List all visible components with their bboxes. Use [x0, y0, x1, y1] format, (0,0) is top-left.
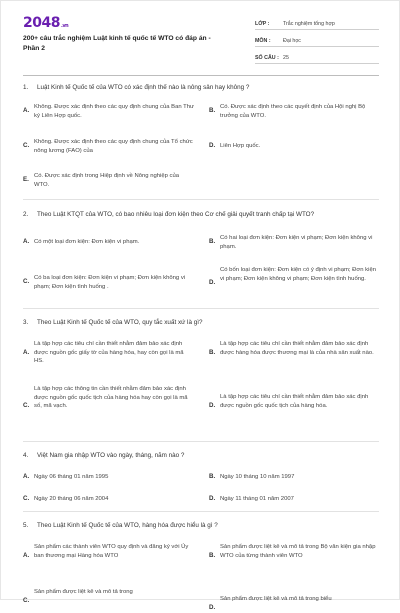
question-5: 5. Theo Luật Kinh tế Quốc tế của WTO, hàng hóa được hiểu là gì ? A. Sản phẩm các thành viên WTO quy định và đăng ký với Ủy ban thương mại Hàng hóa WTO B. Sản phẩm được liệt kê và mô tả trong Bộ văn kiện gia nhập WTO của từng thành viên WTO C. Sản phẩm được liệt kê và mô tả trong D. Sản phẩm được liệt kê và mô tả trong biểu: [23, 521, 379, 530]
question-divider: [23, 511, 379, 512]
question-text: 1. Luật Kinh tế Quốc tế của WTO có xác định thế nào là nông sản hay không ?: [23, 84, 250, 91]
question-1: 1. Luật Kinh tế Quốc tế của WTO có xác định thế nào là nông sản hay không ? A. Không. Được xác định theo các quy định chung của Ban Thư ký Liên Hợp quốc. B. Có. Được xác định theo các quyết định của Hội nghị Bộ trưởng của WTO. C. Không. Được xác định theo các quy định chung của Tổ chức nông lương (FAO) của D. Liên Hợp quốc. E. Có. Được xác định trong Hiệp định về Nông nghiệp của WTO.: [23, 83, 379, 92]
meta-box: [255, 13, 379, 64]
question-divider: [23, 199, 379, 200]
question-text: 5. Theo Luật Kinh tế Quốc tế của WTO, hàng hóa được hiểu là gì ?: [23, 522, 218, 529]
question-divider: [23, 441, 379, 442]
question-text: 2. Theo Luật KTQT của WTO, có bao nhiêu loại đơn kiện theo Cơ chế giải quyết tranh chấp tại WTO?: [23, 211, 315, 218]
meta-class-value: Trắc nghiệm tổng hợp: [283, 21, 335, 27]
meta-class-row: [255, 13, 379, 30]
meta-count-value: 25: [283, 55, 289, 61]
meta-subject-row: [255, 30, 379, 47]
question-text: 4. Việt Nam gia nhập WTO vào ngày, tháng, năm nào ?: [23, 452, 185, 459]
meta-count-key: SỐ CÂU :: [255, 55, 279, 61]
meta-count-row: [255, 47, 379, 64]
document-header: [23, 13, 379, 71]
document-title: 200+ câu trắc nghiệm Luật kinh tế quốc tế WTO có đáp án - Phần 2: [23, 35, 211, 52]
question-divider: [23, 308, 379, 309]
meta-subject-value: Đại học: [283, 38, 301, 44]
question-3: 3. Theo Luật Kinh tế Quốc tế của WTO, quy tắc xuất xứ là gì? A. Là tập hợp các tiêu chí cần thiết nhằm đảm bảo xác định được nguồn gốc giấy tờ của hàng hóa, hay còn gọi là mã HS. B. Là tập hợp các tiêu chí cần thiết nhằm đảm bảo xác định được hàng hóa được thương mại là của nhà sản xuất nào. C. Là tập hợp các thông tin cần thiết nhằm đảm bảo xác định được nguồn gốc quốc tịch của hàng hóa hay còn gọi là mã số, mã vạch. D. Là tập hợp các tiêu chí cần thiết nhằm đảm bảo xác định được nguồn gốc quốc tịch của hàng hóa.: [23, 318, 379, 327]
question-2: 2. Theo Luật KTQT của WTO, có bao nhiêu loại đơn kiện theo Cơ chế giải quyết tranh chấp tại WTO? A. Có một loại đơn kiện: Đơn kiện vi phạm. B. Có hai loại đơn kiện: Đơn kiện vi phạm; Đơn kiện không vi phạm. C. Có ba loại đơn kiện: Đơn kiện vi phạm; Đơn kiện không vi phạm; Đơn kiện tình huống . D. Có bốn loại đơn kiện: Đơn kiện có ý định vi phạm; Đơn kiện vi phạm; Đơn kiện không vi phạm; Đơn kiện tình huống.: [23, 210, 379, 219]
meta-subject-key: MÔN :: [255, 38, 271, 44]
meta-class-key: LỚP :: [255, 21, 270, 27]
site-logo[interactable]: 2048.vn: [23, 15, 69, 31]
header-divider: [23, 75, 379, 76]
question-text: 3. Theo Luật Kinh tế Quốc tế của WTO, quy tắc xuất xứ là gì?: [23, 319, 203, 326]
question-4: 4. Việt Nam gia nhập WTO vào ngày, tháng, năm nào ? A. Ngày 06 tháng 01 năm 1995 B. Ngày 10 tháng 10 năm 1997 C. Ngày 20 tháng 06 năm 2004 D. Ngày 11 tháng 01 năm 2007: [23, 451, 379, 460]
